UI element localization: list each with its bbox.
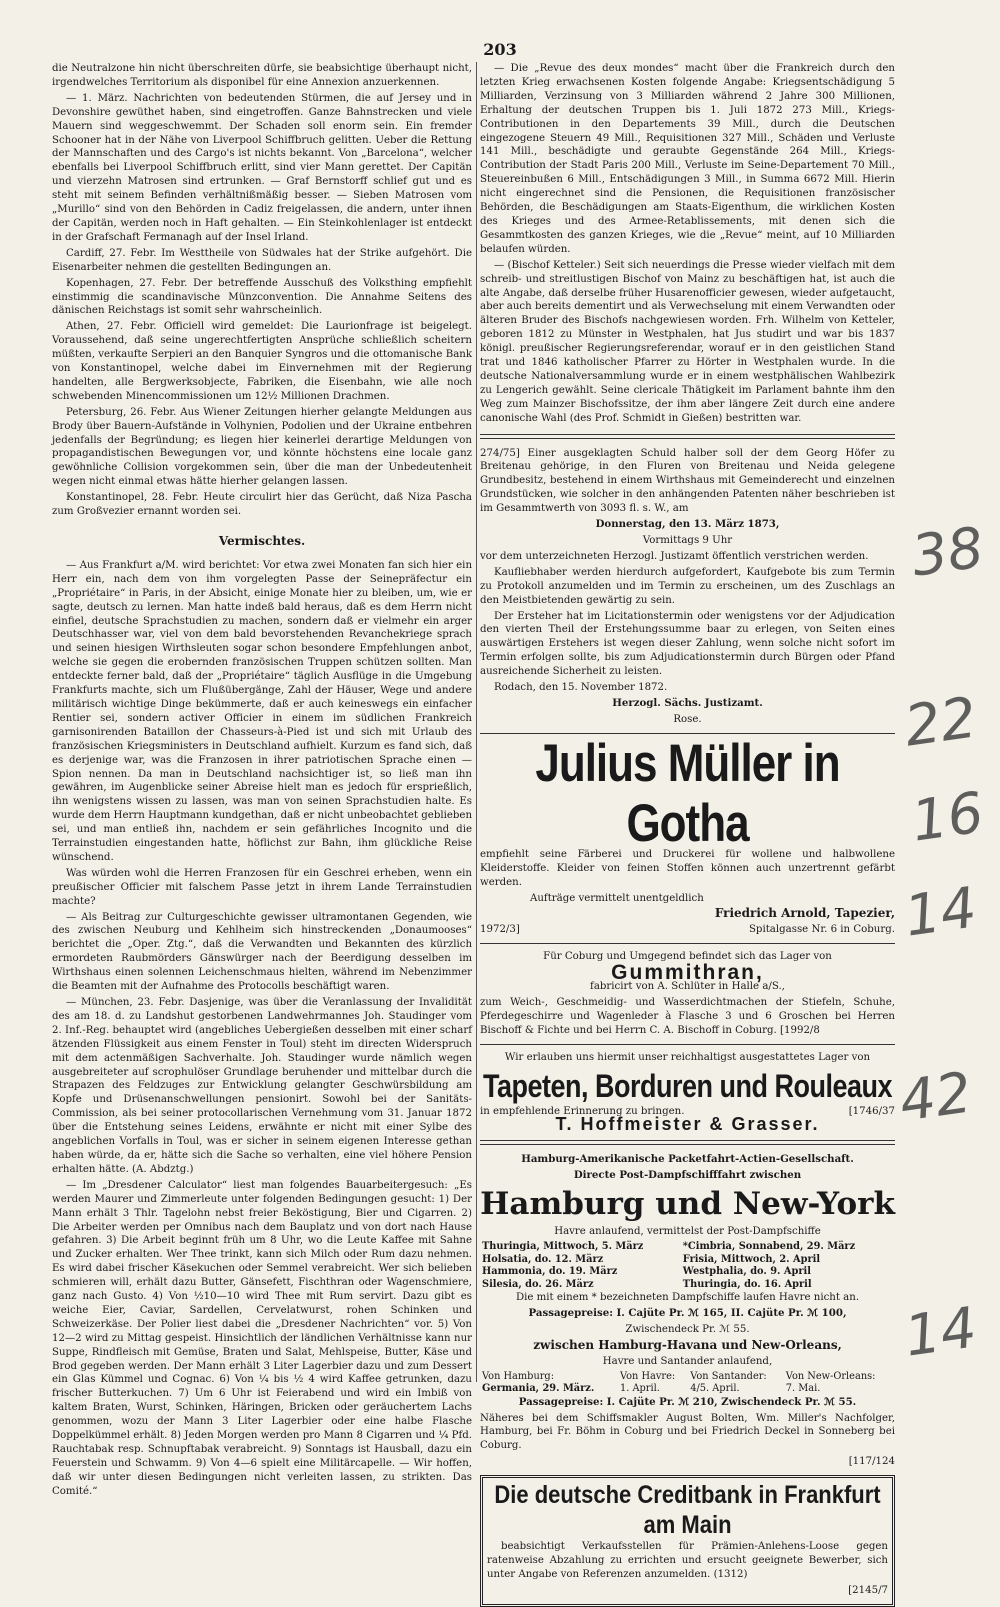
ad-text: Der Ersteher hat im Licitationstermin oder wenigstens vor der Adjudication den vierten Theil der Erstehungssumme baar zu erlegen, von Seiten eines auswärtigen Erstehers ist wegen dieser Zahlung, wenn solche nicht sofort im Termin erfolgen sollte, bis zum Adjudicationstermin durch Bürgen oder Pfand ausreichende Sicherheit zu leisten. — [480, 610, 895, 678]
table-cell: 1. April. — [619, 1383, 660, 1395]
ad-text: Näheres bei dem Schiffsmakler August Bolten, Wm. Miller's Nachfolger, Hamburg, bei Fr. Böhm in Coburg und bei Friedrich Deckel in Sonneberg bei Coburg. — [480, 1412, 895, 1452]
ad-creditbank — [480, 1475, 895, 1607]
ad-text: Für Coburg und Umgegend befindet sich das Lager von — [543, 951, 832, 963]
news-paragraph: — Die „Revue des deux mondes“ macht über die Frankreich durch den letzten Krieg erwachsenen Kosten folgende Angabe: Kriegsentschädigung 5 Milliarden, Verzinsung von 3 Milliarden während 2 Jahre 300 Millionen, Erhaltung der deutschen Truppen bis 1. Juli 1872 273 Mill., Kriegs-Contributionen in den Departements 39 Mill., durch die Deutschen eingezogene Steuern 49 Mill., Requisitionen 327 Mill., Schäden und Verluste 141 Mill., beschädigte und geraubte Gegenstände 264 Mill., Kriegs-Contribution der Stadt Paris 200 Mill., Verluste im Seine-Departement 70 Mill., Steuereinbußen 6 Mill., Entschädigungen 3 Mill., in Summa 6672 Mill. Hierin nicht eingerechnet sind die Pensionen, die Requisitionen französischer Behörden, die Beschädigungen am Staats-Eigenthum, die wirklichen Kosten des Krieges und des Armee-Retablissements, mit denen sich die Gesammtkosten des ganzen Krieges, wie die „Revue“ meint, auf 10 Milliarden belaufen würden. — [480, 63, 895, 255]
divider — [480, 1044, 895, 1045]
column-divider — [476, 62, 477, 1382]
news-paragraph: — (Bischof Ketteler.) Seit sich neuerdings die Presse wieder vielfach mit dem schreib- und streitlustigen Bischof von Mainz zu beschäftigen hat, ist auch die alte Angabe, daß derselbe früher Husarenofficier gewesen, wieder aufgetaucht, aber auch bereits dementirt und als Verwechselung mit einem Verwandten oder älteren Bruder des Bischofs nachgewiesen worden. Frh. Wilhelm von Ketteler, geboren 1812 zu Münster in Westphalen, hat Jus studirt und war bis 1837 königl. preußischer Regierungsreferendar, worauf er in den geistlichen Stand trat und 1846 katholischer Pfarrer zu Hörter in Westphalen wurde. In die deutsche Nationalversammlung wurde er in einem westphälischen Wahlbezirk zu Lengerich gewählt. Seine clericale Thätigkeit im Parlament bahnte ihm den Weg zum Mainzer Bischofssitze, der ihm aber längere Zeit durch eine andere canonische Wahl (des Prof. Schmidt in Gießen) bestritten war. — [480, 259, 895, 424]
divider — [480, 1140, 895, 1145]
table-cell: Von New-Orleans: — [785, 1370, 876, 1382]
handwritten-mark: 14 — [900, 1295, 981, 1370]
ad-text: fabricirt von A. Schlüter in Halle a/S., — [590, 981, 785, 993]
table-row — [480, 1266, 895, 1279]
ad-ref: [117/124 — [848, 1456, 895, 1468]
ad-text: 274/75] Einer ausgeklagten Schuld halber soll der dem Georg Höfer zu Breitenau gehörige, in den Fluren von Breitenau und Neida gelegene Grundbesitz, bestehend in einem Wirthshaus mit Gemeinderecht und einzelnen Grundstücken, wie solcher in den anhängenden Patenten näher beschrieben ist im Gesammtwerth von 3093 fl. s. W., am — [480, 447, 895, 515]
table-cell: Von Hamburg: — [482, 1370, 555, 1382]
misc-paragraph: — Als Beitrag zur Culturgeschichte gewisser ultramontanen Gegenden, wie des zwischen Neuburg und Kehlheim sich hinstreckenden „Donaumooses“ berichtet die „Oper. Ztg.“, daß die Verwandten und Bekannten des kürzlich ermordeten Raubmörders Gänswürger nach der Beerdigung desselben im Wirthshaus einen solennen Leichenschmaus hielten, während im Nebenzimmer die Beamten mit der Aufnahme des Protocolls beschäftigt waren. — [52, 911, 472, 993]
table-cell: 7. Mai. — [785, 1383, 821, 1395]
table-cell: 4/5. April. — [690, 1383, 740, 1395]
table-cell: *Cimbria, Sonnabend, 29. März — [682, 1241, 856, 1253]
news-paragraph: die Neutralzone hin nicht überschreiten dürfe, sie beabsichtige überhaupt nicht, irgendwelches Territorium als disponibel für eine Annexion anzuerkennen. — [52, 63, 472, 88]
ad-tapeten — [480, 1051, 895, 1133]
ad-title: Die deutsche Creditbank in Frankfurt am Main — [494, 1480, 881, 1539]
table-row — [480, 1254, 895, 1267]
table-cell: Westphalia, do. 9. April — [682, 1266, 811, 1278]
ad-text: Havre und Santander anlaufend, — [602, 1355, 773, 1367]
news-paragraph: Cardiff, 27. Febr. Im Westtheile von Südwales hat der Strike aufgehört. Die Eisenarbeiter nehmen die gestellten Bedingungen an. — [52, 247, 472, 273]
ad-subtitle: Directe Post-Dampfschifffahrt zwischen — [573, 1169, 802, 1182]
ad-ref: [1746/37 — [848, 1105, 895, 1117]
ad-date: Donnerstag, den 13. März 1873, — [595, 518, 780, 531]
news-paragraph: Konstantinopel, 28. Febr. Heute circulirt hier das Gerücht, daß Niza Pascha zum Großvezier ernannt worden sei. — [52, 492, 472, 518]
ad-firm: T. Hoffmeister & Grasser. — [555, 1114, 820, 1135]
handwritten-mark: 14 — [900, 875, 981, 950]
ad-address: Spitalgasse Nr. 6 in Coburg. — [748, 924, 895, 936]
misc-paragraph: — Im „Dresdener Calculator“ liest man folgendes Bauarbeitergesuch: „Es werden Maurer und Zimmerleute unter folgenden Bedingungen gesucht: 1) Der Mann erhält 3 Thlr. Tagelohn nebst freier Beköstigung, Bier und Cigarren. 2) Die Arbeiter werden per Omnibus nach dem Bauplatz und von dort nach Hause gefahren. 3) Die Arbeit beginnt früh um 8 Uhr, wo die Leute Kaffee mit Sahne und Zucker erhalten. Wer Thee trinkt, kann sich Milch oder Rum dazu nehmen. Es wird dabei frischer Käsekuchen oder Semmel verabreicht. Wer sich belieben schmieren will, erhält dazu Butter, Gänsefett, Fischthran oder Wagenschmiere, ganz nach Gusto. 4) Von ½10—10 wird Thee mit Rum servirt. Dazu gibt es weiche Eier, Caviar, Sardellen, Cervelatwurst, rohen Schinken und Schweizerkäse. Der Polier liest dabei die „Dresdener Nachrichten“ vor. 5) Von 12—2 wird zu Mittag gespeist. Hinsichtlich der ländlichen Verhältnisse kann nur Suppe, Rindfleisch mit Gemüse, Braten und Salat, Mehlspeise, Butter, Käse und Brod gegeben werden. Der Mann erhält 3 Liter Lagerbier dazu und zum Dessert ein Glas Kümmel und Cognac. 6) Von ¼ bis ½ 4 wird Kaffee getrunken, dazu frischer Butterkuchen. 7) Um 6 Uhr ist Feierabend und wird ein Imbiß von kaltem Braten, Wurst, Schinken, Häringen, Bricken oder geräuchertem Lachs genommen, wozu der Mann 3 Liter Lagerbier oder eine halbe Flasche Doppelkümmel erhält. 8) Jeden Morgen werden pro Mann 8 Cigarren und ¼ Pfd. Rauchtabak resp. Schnupftabak verabreicht. 9) Sonntags ist Hausball, dazu ein Feuerstein und Schwamm. 9) Von 4—6 spielt eine Militärcapelle. — Wir hoffen, daß wir unter diesen Bedingungen nicht verleiten lassen, zu strikten. Das Comité.“ — [52, 1179, 472, 1497]
table-cell: Thuringia, do. 16. April — [682, 1278, 812, 1290]
ad-ref: 1972/3] — [480, 924, 520, 936]
ad-title: Hamburg und New-York — [480, 1186, 895, 1223]
news-paragraph: Kopenhagen, 27. Febr. Der betreffende Ausschuß des Volksthing empfiehlt einstimmig die scandinavische Münzconvention. Die Annahme Seitens des dänischen Reichstags ist somit sehr wahrscheinlich. — [52, 277, 472, 317]
page-number: 203 — [483, 40, 517, 59]
section-heading: Vermischtes. — [218, 534, 306, 548]
right-column — [480, 62, 895, 1607]
ad-hamburg-line — [480, 1153, 895, 1469]
ad-text: Aufträge vermittelt unentgeldlich — [530, 892, 704, 904]
ad-title: Tapeten, Borduren und Rouleaux — [482, 1067, 893, 1104]
news-paragraph: Petersburg, 26. Febr. Aus Wiener Zeitungen hierher gelangte Meldungen aus Brody über Bauern-Aufstände in Volhynien, Podolien und der Ukraine entbehren jedenfalls der Begründung; es liegen hier keinerlei derartige Meldungen von propagandistischen Bewegungen vor, und könnte höchstens eine locale ganz gewöhnliche Collision vorgekommen sein, über die man der Unbedeutenheit wegen nicht einmal etwas hätte hierher gelangen lassen. — [52, 406, 472, 488]
divider — [480, 434, 895, 439]
ad-company: Hamburg-Amerikanische Packetfahrt-Actien-Gesellschaft. — [521, 1153, 854, 1166]
table-cell: Von Havre: — [619, 1370, 676, 1382]
ad-time: Vormittags 9 Uhr — [642, 535, 733, 546]
table-cell: Hammonia, do. 19. März — [482, 1266, 618, 1278]
news-paragraph: Athen, 27. Febr. Officiell wird gemeldet: Die Laurionfrage ist beigelegt. Voraussehend, daß seine ungerechtfertigten Ansprüche schließlich scheitern müßten, verkaufte Serpieri an den Banquier Syngros und die ottomanische Bank von Konstantinopel, welche dabei im Einvernehmen mit der Regierung handelten, alle Bergwerksobjecte, Fabriken, die Eisenbahn, wie alle noch schwebenden Minencommissionen um 12½ Millionen Drachmen. — [52, 321, 472, 402]
table-cell: Holsatia, do. 12. März — [482, 1253, 604, 1265]
schedule-table — [480, 1241, 895, 1291]
table-cell: Thuringia, Mittwoch, 5. März — [482, 1241, 644, 1253]
table-row — [480, 1371, 895, 1384]
ad-text: beabsichtigt Verkaufsstellen für Prämien-Anlehens-Loose gegen ratenweise Abzahlung zu errichten und ersucht geeignete Bewerber, sich unter Angabe von Referenzen anzumelden. (1312) — [487, 1541, 888, 1580]
ad-ref: [2145/7 — [848, 1584, 888, 1596]
table-cell: Von Santander: — [690, 1370, 767, 1382]
ad-title: Gummithran, — [611, 961, 764, 985]
ad-route: zwischen Hamburg-Havana und New-Orleans, — [533, 1337, 842, 1352]
schedule-table-2 — [480, 1371, 895, 1396]
ad-text: empfiehlt seine Färberei und Druckerei für wollene und halbwollene Kleiderstoffe. Kleider von feinen Stoffen können auch unzertrennt gefärbt werden. — [480, 848, 895, 888]
ad-text: zum Weich-, Geschmeidig- und Wasserdichtmachen der Stiefeln, Schuhe, Pferdegeschirre und Wagenleder à Flasche 3 und 6 Groschen bei Herren Bischoff & Fichte und bei Herrn C. A. Bischoff in Coburg. [1992/8 — [480, 996, 895, 1036]
handwritten-mark: 22 — [900, 685, 981, 760]
news-paragraph: — 1. März. Nachrichten von bedeutenden Stürmen, die auf Jersey und in Devonshire gewüthet haben, sind eingetroffen. Ganze Bahnstrecken und viele Mauern sind weggeschwemmt. Der Schaden soll enorm sein. Ein fremder Schooner hat in der Nähe von Liverpool Schiffbruch gelitten. Ueber die Rettung der Mannschaften und des Cargo's ist nichts bekannt. Von „Barcelona“, welcher ebenfalls bei Liverpool Schiffbruch erlitt, sind vier Mann gerettet. Der Capitän und vierzehn Matrosen sind ertrunken. — Graf Bernstorff schlief gut und es steht mit seinem Befinden verhältnißmäßig besser. — Sieben Matrosen vom „Murillo“ sind von den Behörden in Cadiz freigelassen, die andern, unter ihnen der Capitän, werden noch in Haft gehalten. — Ein Steinkohlenlager ist entdeckt in der Grafschaft Fermanagh auf der Insel Irland. — [52, 92, 472, 243]
ad-fares: Passagepreise: I. Cajüte Pr. ℳ 210, Zwischendeck Pr. ℳ 55. — [518, 1395, 857, 1408]
ad-text: Kaufliebhaber werden hierdurch aufgefordert, Kaufgebote bis zum Termin zu Protokoll anzumelden und im Termin zu erscheinen, um des Zuschlags an den Meistbietenden gewärtig zu sein. — [480, 566, 895, 606]
ad-agent: Friedrich Arnold, Tapezier, — [714, 906, 895, 921]
ad-text: in empfehlende Erinnerung zu bringen. — [480, 1105, 685, 1117]
table-row — [480, 1279, 895, 1292]
ad-auction — [480, 447, 895, 727]
ad-text: vor dem unterzeichneten Herzogl. Justizamt öffentlich verstrichen werden. — [480, 550, 869, 562]
handwritten-mark: 42 — [895, 1060, 976, 1135]
handwritten-mark: 38 — [907, 515, 988, 590]
table-cell: Silesia, do. 26. März — [482, 1278, 594, 1290]
table-cell: Frisia, Mittwoch, 2. April — [682, 1253, 821, 1265]
table-row — [480, 1383, 895, 1396]
table-cell: Germania, 29. März. — [482, 1383, 595, 1395]
ad-signer: Rose. — [673, 713, 702, 725]
ad-text: Wir erlauben uns hiermit unser reichhaltigst ausgestattetes Lager von — [504, 1051, 871, 1063]
table-row — [480, 1241, 895, 1254]
ad-fares: Passagepreise: I. Cajüte Pr. ℳ 165, II. Cajüte Pr. ℳ 100, — [528, 1307, 847, 1319]
handwritten-mark: 16 — [907, 780, 988, 855]
misc-paragraph: — München, 23. Febr. Dasjenige, was über die Veranlassung der Invalidität des am 18. d. zu Landshut gestorbenen Landwehrmannes Joh. Staudinger vom 2. Inf.-Reg. behauptet wird (angebliches Uebergießen desselben mit einer scharf ätzenden Flüssigkeit aus einem Fenster in Toul) steht im directen Widerspruch mit dem actenmäßigen Sachverhalte. Joh. Staudinger wurde nämlich wegen ausgebreiteter auf scrophulöser Grundlage beruhender und mittelbar durch die Strapazen des Feldzuges zur Entwicklung gelangter Geschwürsbildung am Kopfe und Drüsenanschwellungen pensionirt. Sowohl bei der Sanitäts-Commission, als bei seiner protocollarischen Vernehmung vom 31. Januar 1872 über die Entstehung seines Leidens, erwähnte er nicht mit einer Sylbe des angeblichen Vorfalls in Toul, was er sicher in seinem eigenen Interesse gethan haben würde, da er, hätte sich die Sache so verhalten, eine viel höhere Pension erhalten hätte. (A. Abdztg.) — [52, 997, 472, 1175]
ad-text: Havre anlaufend, vermittelst der Post-Dampfschiffe — [554, 1226, 821, 1238]
misc-paragraph: — Aus Frankfurt a/M. wird berichtet: Vor etwa zwei Monaten fan sich hier ein Herr ein, nach dem von ihm vorgelegten Passe der Seinepräfectur ein „Propriétaire“ in Paris, in der Absicht, einige Monate hier zu bleiben, um, wie er sagte, deutsch zu lernen. Man hatte indeß bald heraus, daß es dem Herrn nicht einfiel, deutsche Sprachstudien zu machen, sondern daß er vielmehr ein arger Deutschhasser war, viel von dem bald bevorstehenden Revanchekriege sprach und seinen hiesigen Wirthsleuten sogar schon besondere Empfehlungen anbot, welche sie gegen die erobernden französischen Truppen schützen sollten. Man entdeckte ferner bald, daß der „Propriétaire“ täglich Ausflüge in die Umgebung Frankfurts machte, sich um Flußübergänge, Zahl der Häuser, Wege und andere militärisch wichtige Dinge bekümmerte, daß er auch keineswegs ein einfacher Rentier sei, sondern activer Officier in einem im südlichen Frankreich garnisonirenden Bataillon der Chasseurs-à-Pied ist und sich mit Urlaub des französischen Kriegsministers in Deutschland aufhielt. Kurzum es fand sich, daß es derjenige war, was die Franzosen in ihrer patriotischen Sprache einen — Spion nennen. Da man in Deutschland nachsichtiger ist, so ließ man ihn gewähren, im Augenblicke seiner Abreise hielt man es jedoch für ersprießlich, ihn wenigstens wissen zu lassen, was man von seinen Sprachstudien halte. Es wurde dem Herrn Hauptmann kundgethan, daß er nicht unbeobachtet geblieben sei, und man entließ ihn, nachdem er sein gefährliches Incognito und die Terrainstudien eingestanden hatte, höflichst zur Bahn, ihm glückliche Reise wünschend. — [52, 559, 472, 863]
ad-gummithran — [480, 950, 895, 1037]
ad-fares: Zwischendeck Pr. ℳ 55. — [625, 1323, 750, 1335]
ad-note: Die mit einem * bezeichneten Dampfschiffe laufen Havre nicht an. — [515, 1292, 860, 1304]
ad-place-date: Rodach, den 15. November 1872. — [494, 682, 668, 694]
ad-julius-mueller — [480, 733, 895, 937]
left-column — [52, 62, 472, 1501]
misc-paragraph: Was würden wohl die Herren Franzosen für ein Geschrei erheben, wenn ein preußischer Officier mit falschem Passe jetzt in ihrem Lande Terrainstudien machte? — [52, 867, 472, 907]
ad-signature: Herzogl. Sächs. Justizamt. — [612, 696, 763, 709]
divider — [480, 943, 895, 944]
ad-title: Julius Müller in Gotha — [535, 733, 840, 853]
